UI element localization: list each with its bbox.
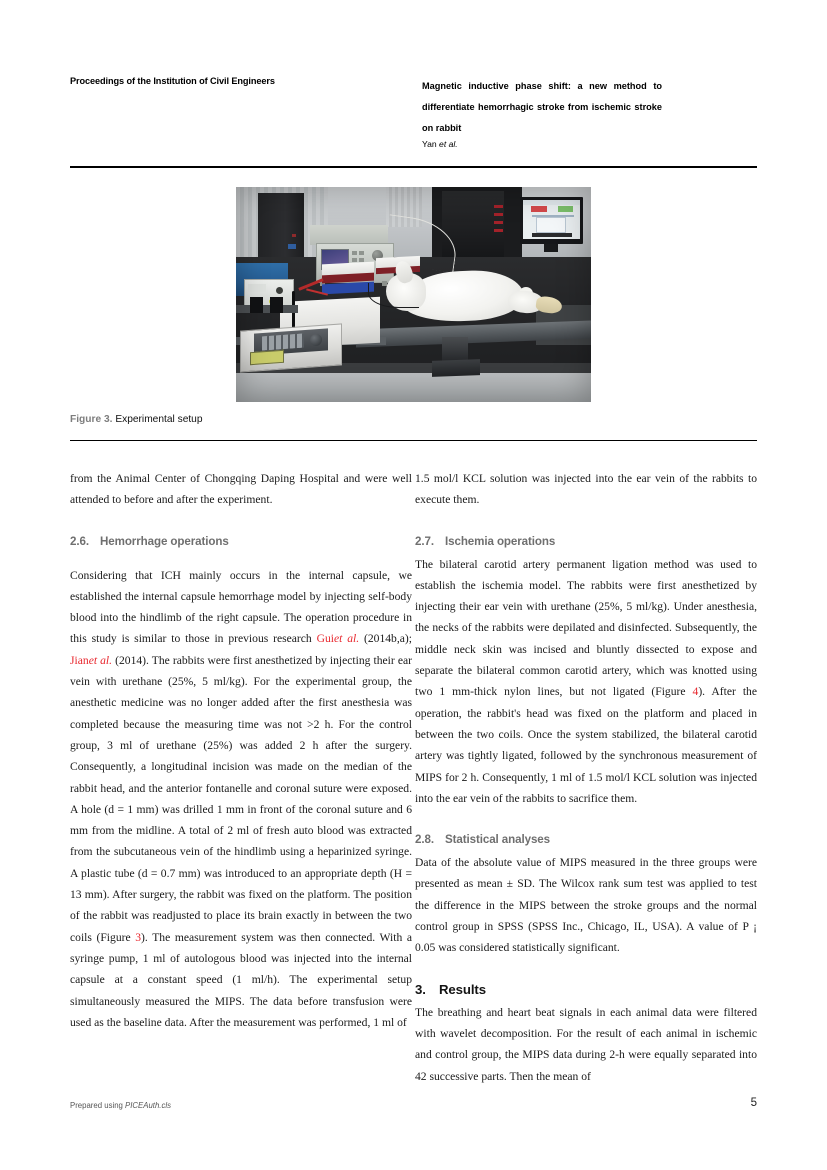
header-rule: [70, 166, 757, 168]
citation-jian[interactable]: Jian: [70, 653, 89, 667]
spacer: [70, 554, 412, 565]
footer-class-file: PICEAuth.cls: [125, 1101, 171, 1110]
section-heading-2-6: [70, 532, 412, 551]
section-number-2-7: 2.7.: [415, 534, 434, 548]
paragraph-2-8: Data of the absolute value of MIPS measured in the three groups were presented as mean ± SD. The Wilcox rank sum test was applied to test the difference in the MIPS between the stroke groups and the normal control group in SPSS (SPSS Inc., Chicago, IL, USA). A value of P ¡ 0.05 was considered statistically significant.: [415, 856, 757, 955]
article-title: Magnetic inductive phase shift: a new method to differentiate hemorrhagic stroke from ischemic stroke on rabbit: [422, 81, 662, 133]
paragraph-2-6-part3: ). The measurement system was then connected. With a syringe pump, 1 ml of autologous blood was injected into the internal capsule at a constant speed (1 ml/h). The experimental setup simultaneously measured the MIPS. The data before transfusion were used as the baseline data. After the measurement was performed, 1 ml of: [70, 930, 413, 1029]
figure-reference-3[interactable]: 3: [135, 930, 142, 944]
paragraph-2-7-part1: The bilateral carotid artery permanent ligation method was used to establish the ischemia model. The rabbits were first anesthetized by injecting their ear vein with urethane (25%, 5 ml/kg). Under anesthesia, the necks of the rabbits were depilated and disinfected. Subsequently, the middle neck skin was incised and bluntly dissected to expose and separate the bilateral common carotid artery, which was knotted using two 1 mm-thick nylon lines, but not ligated (Figure: [415, 557, 757, 699]
citation-separator: ;: [408, 632, 412, 646]
section-number-2-6: 2.6.: [70, 534, 89, 548]
section-title-3: Results: [439, 981, 486, 997]
page-number: 5: [750, 1097, 757, 1109]
paragraph-3: The breathing and heart beat signals in each animal data were filtered with wavelet decomposition. For the result of each animal in ischemic and control group, the MIPS data during 2-h were equally separated into 42 successive parts. Then the mean of: [415, 1005, 757, 1083]
section-heading-2-7: [415, 532, 757, 551]
spacer: [415, 809, 757, 830]
spacer: [70, 511, 412, 532]
citation-gui[interactable]: Gui: [316, 632, 334, 646]
citation-gui-year[interactable]: (2014b,a): [364, 632, 409, 646]
authors-etal: et al.: [439, 139, 458, 149]
right-column: [415, 468, 757, 1087]
spacer: [415, 511, 757, 532]
citation-gui-etal[interactable]: et al.: [333, 632, 360, 646]
section-heading-2-8: [415, 830, 757, 849]
footer-prepared-using: [70, 1101, 171, 1110]
citation-jian-etal[interactable]: et al.: [88, 653, 113, 667]
figure-3: [236, 187, 591, 402]
authors-name: Yan: [422, 139, 440, 149]
journal-name: Proceedings of the Institution of Civil Engineers: [70, 76, 275, 86]
spacer: [415, 959, 757, 980]
citation-jian-year[interactable]: (2014): [115, 653, 147, 667]
paragraph-2-6-part2: . The rabbits were first anesthetized by injecting their ear vein with urethane (25%, 5 ml/kg). For the experimental group, the anesthetic medicine was no longer added after the first anesthesia was completed because the measuring time was not >2 h. For the control group, 3 ml of urethane (25%) was added 2 h after the surgery. Consequently, a longitudinal incision was made on the median of the rabbit head, and the anterior fontanelle and coronal suture were exposed. A hole (d = 1 mm) was drilled 1 mm in front of the coronal suture and 6 mm from the midline. A total of 2 ml of fresh auto blood was extracted from the subcutaneous vein of the hindlimb using a heparinized syringe. A plastic tube (d = 0.7 mm) was introduced to an appropriate depth (H = 13 mm). After surgery, the rabbit was fixed on the platform. The position of the rabbit was readjusted to place its brain exactly in between the two coils (Figure: [70, 653, 412, 944]
left-column: [70, 468, 412, 1033]
figure-caption: [70, 414, 757, 425]
paragraph-2-7-part2: ). After the operation, the rabbit's head was fixed on the platform and placed in between the two coils. Once the system stabilized, the bilateral carotid artery was tightly ligated, followed by the synchronous measurement of MIPS for 2 h. Consequently, 1 ml of 1.5 mol/l KCL solution was injected into the ear vein of the rabbits to sacrifice them.: [415, 685, 757, 805]
section-title-2-6: Hemorrhage operations: [100, 534, 229, 548]
figure-caption-label: Figure 3.: [70, 414, 113, 425]
figure-rule: [70, 440, 757, 441]
footer-prefix: Prepared using: [70, 1101, 126, 1110]
paragraph-continued-left: from the Animal Center of Chongqing Daping Hospital and were well attended to before and after the experiment.: [70, 472, 412, 507]
section-heading-3: [415, 980, 757, 999]
section-title-2-7: Ischemia operations: [445, 534, 556, 548]
paragraph-2-7: [415, 554, 757, 810]
photo-vignette: [236, 187, 591, 402]
section-number-2-8: 2.8.: [415, 833, 434, 847]
paragraph-2-6: [70, 565, 412, 1034]
figure-reference-4[interactable]: 4: [692, 685, 699, 699]
paragraph-continued-right: 1.5 mol/l KCL solution was injected into the ear vein of the rabbits to execute them.: [415, 472, 757, 507]
figure-caption-text: Experimental setup: [115, 414, 203, 425]
page-header: [70, 76, 757, 160]
article-authors: [422, 139, 662, 149]
paragraph-2-6-part1: Considering that ICH mainly occurs in the internal capsule, we established the internal capsule hemorrhage model by injecting self-body blood into the hindlimb of the right capsule. The operation procedure in this study is similar to those in previous research: [70, 568, 412, 646]
section-title-2-8: Statistical analyses: [445, 833, 550, 847]
section-number-3: 3.: [415, 981, 426, 997]
experimental-setup-photo: [236, 187, 591, 402]
